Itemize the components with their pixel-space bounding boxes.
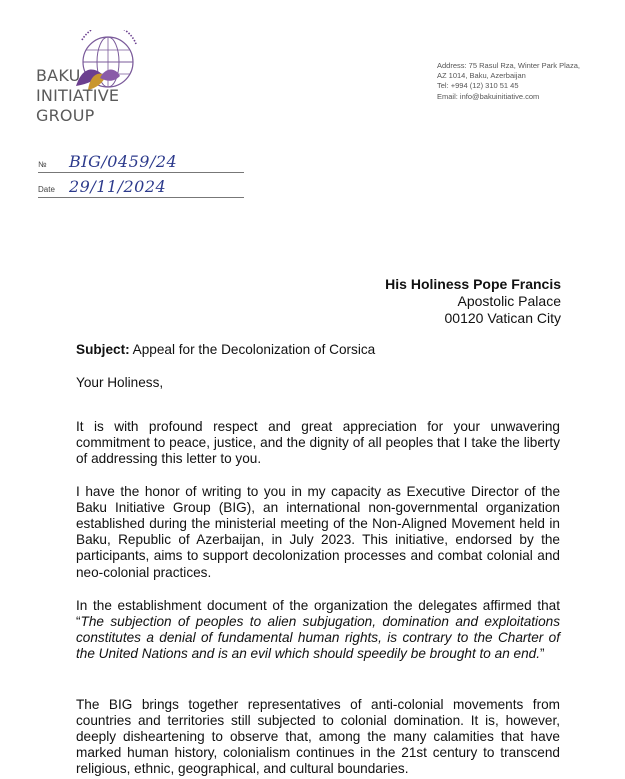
reference-number-field [38,150,244,173]
quote-intro: In the establishment document of the organization the delegates affirmed that “ [76,597,560,629]
subject-text: Appeal for the Decolonization of Corsica [129,342,376,357]
paragraph-with-quote [76,598,560,663]
date-field [38,175,244,198]
recipient-block [385,276,561,327]
quote-close: ” [540,646,545,662]
reference-number-value: BIG/0459/24 [69,152,178,171]
recipient-name: His Holiness Pope Francis [385,276,561,292]
subject-label: Subject: [76,342,130,357]
organization-name [36,66,119,126]
org-name-line: GROUP [36,106,95,125]
org-name-line: BAKU [36,66,81,85]
paragraph: I have the honor of writing to you in my capacity as Executive Director of the Baku Initiative Group (BIG), an international non-governmental organization established during the ministerial meeting of the Non-Aligned Movement held in Baku, Republic of Azerbaijan, in July 2023. This initiative, endorsed by the participants, aims to support decolonization processes and combat colonial and neo-colonial practices. [76,483,560,580]
address-line: Email: info@bakuinitiative.com [437,91,540,101]
reference-number-label: № [38,160,47,169]
quoted-text: The subjection of peoples to alien subjugation, domination and exploitations constitutes a denial of fundamental human rights, is contrary to the Charter of the United Nations and is an evil which should speedily be brought to an end. [76,613,560,662]
recipient-address-line: 00120 Vatican City [444,310,561,326]
paragraph: It is with profound respect and great appreciation for your unwavering commitment to peace, justice, and the dignity of all peoples that I take the liberty of addressing this letter to you. [76,418,560,466]
recipient-address-line: Apostolic Palace [457,293,561,309]
organization-logo [32,30,142,135]
salutation: Your Holiness, [76,375,164,390]
date-value: 29/11/2024 [69,177,167,196]
address-line: Address: 75 Rasul Rza, Winter Park Plaza, [437,61,580,70]
date-label: Date [38,185,55,194]
sender-address [437,61,580,102]
address-line: Tel: +994 (12) 310 51 45 [437,81,519,91]
subject-line [76,342,560,358]
org-name-line: INITIATIVE [36,86,120,105]
paragraph: The BIG brings together representatives of anti-colonial movements from countries and territories still subjected to colonial domination. It is, however, deeply disheartening to observe that, among the many calamities that have marked human history, colonialism continues in the 21st century to transcend religious, ethnic, geographical, and cultural boundaries. [76,696,560,777]
address-line: AZ 1014, Baku, Azerbaijan [437,71,526,81]
